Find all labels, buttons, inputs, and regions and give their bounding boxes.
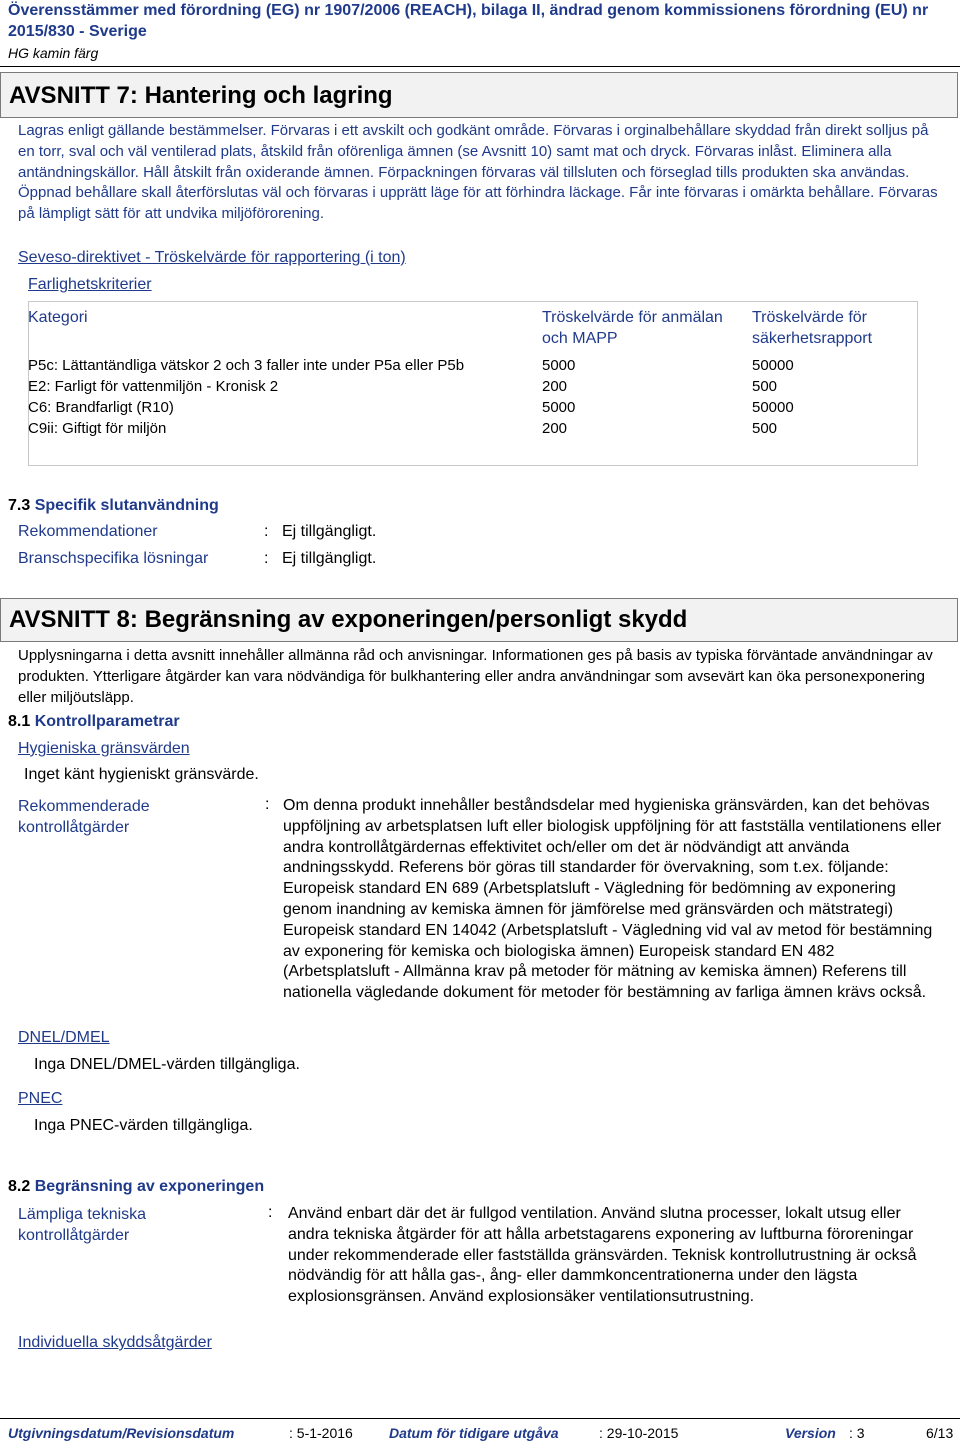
version-label: Version: [785, 1425, 836, 1441]
cell-mapp: 200: [542, 420, 568, 437]
hygieniska-title: Hygieniska gränsvärden: [18, 740, 190, 757]
seveso-table: [28, 300, 918, 439]
column-header-mapp: Tröskelvärde för anmälan och MAPP: [542, 309, 723, 347]
table-row: [28, 355, 918, 376]
cell-kategori: C9ii: Giftigt för miljön: [28, 420, 167, 437]
subsection-number: 7.3: [8, 497, 31, 514]
dnel-title: DNEL/DMEL: [18, 1029, 110, 1046]
seveso-title: Seveso-direktivet - Tröskelvärde för rapportering (i ton): [18, 249, 406, 266]
document-header-title: Överensstämmer med förordning (EG) nr 1907/2006 (REACH), bilaga II, ändrad genom kommissionens förordning (EU) nr 2015/830 - Sverige: [8, 2, 929, 40]
issue-date-value: : 5-1-2016: [289, 1425, 353, 1441]
cell-rapport: 50000: [752, 357, 794, 374]
rekommendationer-value: Ej tillgängligt.: [282, 523, 377, 540]
seveso-subtitle: Farlighetskriterier: [28, 276, 152, 293]
table-row: [28, 418, 918, 439]
cell-mapp: 200: [542, 378, 568, 395]
subsection-title: Specifik slutanvändning: [34, 497, 219, 514]
rek-kontroll-text: Om denna produkt innehåller beståndsdelar med hygieniska gränsvärden, kan det behövas uppföljning av arbetsplatsen luft eller biologisk uppföljning för att fastställa ventilationens eller andra kontrollåtgärdernas effektivitet och/eller om det är nödvändigt att använda andningsskydd. Referens bör göras till standarder för övervakning, som t.ex. följande: Europeisk standard EN 689 (Arbetsplatsluft - Vägledning för bedömning av exponering genom inandning av kemiska ämnen för jämförelse med gränsvärden och mätstrategi) Europeisk standard EN 14042 (Arbetsplatsluft - Vägledning vid val av metod för bestämning av exponering för kemiska och biologiska ämnen) Europeisk standard EN 482 (Arbetsplatsluft - Allmänna krav på metoder för mätning av kemiska ämnen) Referens till nationella vägledande dokument för metoder för bestämning av farliga ämnen krävs också.: [283, 797, 942, 1002]
previous-date-value: : 29-10-2015: [599, 1425, 679, 1441]
rek-kontroll-label: Rekommenderade kontrollåtgärder: [18, 798, 150, 836]
header-divider: [0, 66, 960, 67]
product-name: HG kamin färg: [8, 45, 99, 61]
pnec-text: Inga PNEC-värden tillgängliga.: [34, 1117, 253, 1134]
column-header-rapport: Tröskelvärde för säkerhetsrapport: [752, 309, 873, 347]
version-value: : 3: [849, 1425, 865, 1441]
previous-date-label: Datum för tidigare utgåva: [389, 1425, 559, 1441]
section-8-intro: Upplysningarna i detta avsnitt innehåller allmänna råd och anvisningar. Informationen ges på basis av typiska förväntade användningar av produkten. Ytterligare åtgärder kan vara nödvändiga för bulkhantering eller andra användningar som avsevärt kan öka personexponering eller miljöutsläpp.: [18, 647, 933, 706]
bransch-row: [18, 550, 376, 568]
hygieniska-none-text: Inget känt hygieniskt gränsvärde.: [24, 766, 259, 783]
cell-rapport: 500: [752, 378, 778, 395]
colon: :: [264, 523, 269, 540]
bransch-value: Ej tillgängligt.: [282, 550, 377, 567]
cell-rapport: 500: [752, 420, 778, 437]
subsection-number: 8.2: [8, 1178, 31, 1195]
cell-kategori: C6: Brandfarligt (R10): [28, 399, 174, 416]
lampliga-text: Använd enbart där det är fullgod ventilation. Använd slutna processer, lokalt utsug eller andra tekniska åtgärder för att hålla arbetstagarens exponering av luftburna föroreningar under rekommenderade eller fastställda gränsvärden. Teknisk kontrollutrustning är också nödvändig för att hålla gas-, ång- eller dammkoncentrationerna under den lägsta explosionsgränsen. Använd explosionsäker ventilationsutrustning.: [288, 1205, 917, 1306]
colon: :: [264, 550, 269, 567]
pnec-title: PNEC: [18, 1090, 63, 1107]
table-row: [28, 397, 918, 418]
footer: [8, 1425, 956, 1443]
cell-kategori: E2: Farligt för vattenmiljön - Kronisk 2: [28, 378, 279, 395]
subsection-7-3-heading: [8, 497, 219, 515]
cell-mapp: 5000: [542, 399, 576, 416]
issue-date-label: Utgivningsdatum/Revisionsdatum: [8, 1425, 235, 1441]
dnel-text: Inga DNEL/DMEL-värden tillgängliga.: [34, 1056, 300, 1073]
colon: :: [268, 1204, 273, 1221]
rekommendationer-label: Rekommendationer: [18, 523, 158, 540]
footer-divider: [0, 1418, 960, 1419]
subsection-title: Begränsning av exponeringen: [34, 1178, 265, 1195]
individuella-title: Individuella skyddsåtgärder: [18, 1334, 212, 1351]
table-header-row: [28, 300, 918, 355]
subsection-number: 8.1: [8, 713, 31, 730]
cell-kategori: P5c: Lättantändliga vätskor 2 och 3 faller inte under P5a eller P5b: [28, 357, 465, 374]
section-7-heading: AVSNITT 7: Hantering och lagring: [0, 72, 958, 118]
subsection-title: Kontrollparametrar: [34, 713, 180, 730]
cell-mapp: 5000: [542, 357, 576, 374]
rekommendationer-row: [18, 523, 376, 541]
section-8-heading: AVSNITT 8: Begränsning av exponeringen/personligt skydd: [0, 598, 958, 642]
table-row: [28, 376, 918, 397]
lampliga-label: Lämpliga tekniska kontrollåtgärder: [18, 1206, 147, 1244]
subsection-8-1-heading: [8, 713, 180, 731]
cell-rapport: 50000: [752, 399, 794, 416]
page-number: 6/13: [926, 1425, 954, 1441]
colon: :: [265, 796, 270, 813]
storage-instructions: Lagras enligt gällande bestämmelser. Förvaras i ett avskilt och godkänt område. Förvaras i orginalbehållare skyddad från direkt solljus på en torr, sval och väl ventilerad plats, åtskild från oförenliga ämnen (se Avsnitt 10) samt mat och dryck. Förvaras inlåst. Eliminera alla antändningskällor. Håll åtskilt från oxiderande ämnen. Förpackningen förvaras väl tillsluten och förseglad tills produkten ska användas. Öppnad behållare skall återförslutas väl och förvaras i upprätt läge för att förhindra läckage. Får inte förvaras i omärkta behållare. Förvaras på lämpligt sätt för att undvika miljöförorening.: [18, 122, 938, 223]
column-header-kategori: Kategori: [28, 309, 88, 326]
bransch-label: Branschspecifika lösningar: [18, 550, 209, 567]
subsection-8-2-heading: [8, 1178, 264, 1196]
